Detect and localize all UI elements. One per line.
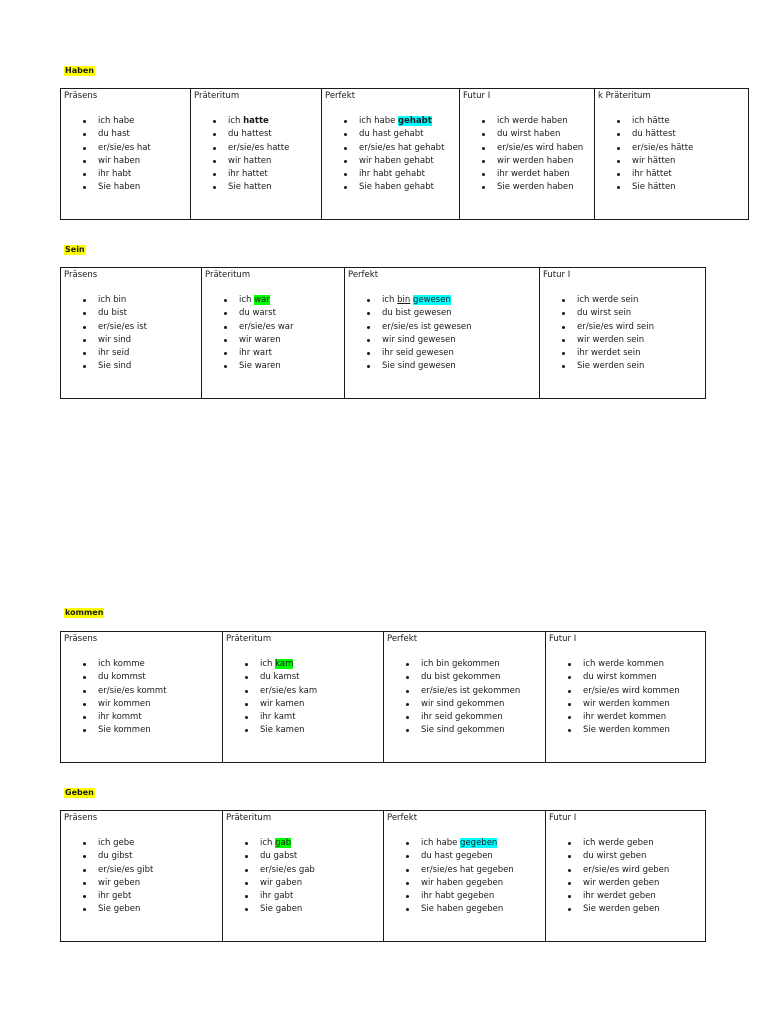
conjugation-text: gegeben — [460, 838, 498, 848]
conjugation-text: er/sie/es hat gegeben — [421, 864, 514, 875]
conjugation-text: ich bin — [98, 295, 127, 305]
conjugation-text: er/sie/es ist gewesen — [382, 321, 472, 332]
conjugation-text: du hast gehabt — [359, 129, 424, 140]
conjugation-text: du bist gewesen — [382, 308, 452, 319]
conjugation-text: ich hätte — [632, 116, 670, 126]
conjugation-item — [560, 321, 702, 334]
conjugation-item — [404, 698, 542, 711]
conjugation-text: Sie kamen — [260, 725, 305, 736]
conjugation-item — [342, 115, 456, 128]
conjugation-list — [348, 294, 536, 374]
verb-title-geben: Geben — [65, 788, 94, 797]
conjugation-item — [480, 128, 591, 141]
conjugation-item — [222, 360, 341, 373]
conjugation-text: er/sie/es ist gekommen — [421, 685, 521, 696]
conjugation-text: gehabt — [398, 116, 432, 126]
conjugation-item — [615, 115, 745, 128]
conjugation-item — [243, 724, 380, 737]
conjugation-item — [243, 864, 380, 877]
conjugation-item — [480, 181, 591, 194]
conjugation-text: ich — [382, 295, 398, 305]
conjugation-list — [387, 837, 542, 917]
conjugation-item — [81, 903, 219, 916]
tense-header: Präsens — [64, 270, 98, 280]
conjugation-text: er/sie/es war — [239, 321, 294, 332]
conjugation-text: er/sie/es wird sein — [577, 321, 654, 332]
conjugation-text: du wirst sein — [577, 308, 632, 319]
tense-header: Präteritum — [194, 91, 240, 101]
conjugation-item — [81, 181, 187, 194]
conjugation-text: er/sie/es wird kommen — [583, 685, 680, 696]
conjugation-item — [342, 128, 456, 141]
conjugation-item — [404, 837, 542, 850]
conjugation-text: gab — [275, 838, 292, 848]
conjugation-item — [615, 155, 745, 168]
conjugation-text: ich komme — [98, 659, 145, 669]
conjugation-item — [560, 294, 702, 307]
conjugation-text: du wirst haben — [497, 129, 561, 140]
conjugation-item — [243, 877, 380, 890]
conjugation-item — [615, 128, 745, 141]
tense-header: Futur I — [549, 634, 577, 644]
conjugation-text: du bist — [98, 308, 128, 319]
conjugation-text: Sie geben — [98, 904, 141, 915]
conjugation-item — [404, 903, 542, 916]
conjugation-item — [566, 711, 702, 724]
conjugation-text: kam — [275, 659, 294, 669]
conjugation-item — [243, 658, 380, 671]
tense-header: Präteritum — [226, 634, 272, 644]
conjugation-item — [81, 890, 219, 903]
conjugation-item — [566, 685, 702, 698]
conjugation-text: ich habe — [98, 116, 135, 126]
conjugation-text: du wirst kommen — [583, 672, 657, 683]
conjugation-item — [365, 347, 536, 360]
conjugation-item — [222, 294, 341, 307]
conjugation-item — [615, 142, 745, 155]
conjugation-text: wir werden geben — [583, 877, 660, 888]
conjugation-item — [81, 155, 187, 168]
conjugation-item — [211, 115, 318, 128]
conjugation-item — [404, 877, 542, 890]
conjugation-list — [226, 837, 380, 917]
conjugation-text: wir haben gehabt — [359, 155, 434, 166]
tense-column — [191, 89, 322, 220]
conjugation-item — [566, 864, 702, 877]
conjugation-list — [64, 294, 198, 374]
conjugation-table-sein — [60, 267, 706, 399]
conjugation-text: er/sie/es hätte — [632, 142, 694, 153]
conjugation-item — [81, 168, 187, 181]
tense-header: Präsens — [64, 91, 98, 101]
conjugation-list — [64, 658, 219, 738]
conjugation-text: du bist gekommen — [421, 672, 501, 683]
conjugation-item — [566, 877, 702, 890]
verb-title-haben: Haben — [65, 66, 94, 75]
conjugation-item — [81, 347, 198, 360]
conjugation-item — [81, 115, 187, 128]
conjugation-text: ihr werdet sein — [577, 348, 641, 359]
conjugation-item — [222, 321, 341, 334]
tense-header: Perfekt — [387, 634, 418, 644]
conjugation-text: ihr gabt — [260, 891, 294, 902]
verb-title-kommen: kommen — [65, 608, 104, 617]
conjugation-text: ich gebe — [98, 838, 135, 848]
conjugation-item — [566, 698, 702, 711]
conjugation-item — [81, 837, 219, 850]
conjugation-text: wir werden kommen — [583, 698, 670, 709]
tense-header: Präsens — [64, 634, 98, 644]
conjugation-text: ihr habt gegeben — [421, 891, 495, 902]
conjugation-text: ich werde geben — [583, 838, 654, 848]
conjugation-text: er/sie/es gibt — [98, 864, 154, 875]
conjugation-item — [81, 334, 198, 347]
conjugation-text: Sie haben gehabt — [359, 182, 434, 193]
conjugation-list — [205, 294, 341, 374]
conjugation-list — [598, 115, 745, 195]
conjugation-item — [566, 903, 702, 916]
conjugation-text: Sie werden kommen — [583, 725, 670, 736]
conjugation-text: du hattest — [228, 129, 272, 140]
conjugation-text: er/sie/es wird geben — [583, 864, 670, 875]
conjugation-item — [560, 307, 702, 320]
conjugation-item — [211, 128, 318, 141]
conjugation-text: Sie waren — [239, 361, 281, 372]
tense-header: Futur I — [549, 813, 577, 823]
conjugation-text: wir werden haben — [497, 155, 574, 166]
conjugation-text: Sie hatten — [228, 182, 272, 193]
tense-column — [595, 89, 749, 220]
conjugation-item — [81, 671, 219, 684]
conjugation-text: ich habe — [359, 116, 399, 126]
conjugation-item — [81, 294, 198, 307]
conjugation-text: er/sie/es kommt — [98, 685, 167, 696]
conjugation-item — [243, 671, 380, 684]
conjugation-text: du kommst — [98, 672, 146, 683]
conjugation-text: du wirst geben — [583, 851, 647, 862]
conjugation-item — [615, 181, 745, 194]
conjugation-item — [211, 142, 318, 155]
conjugation-text: ich habe — [421, 838, 461, 848]
conjugation-item — [404, 658, 542, 671]
conjugation-item — [342, 181, 456, 194]
conjugation-text: gewesen — [412, 295, 451, 305]
tense-column — [540, 268, 706, 399]
conjugation-text: Sie haben gegeben — [421, 904, 504, 915]
conjugation-item — [404, 711, 542, 724]
tense-column — [384, 811, 546, 942]
conjugation-list — [387, 658, 542, 738]
conjugation-item — [342, 155, 456, 168]
conjugation-text: Sie sind — [98, 361, 132, 372]
conjugation-item — [480, 115, 591, 128]
tense-header: Perfekt — [387, 813, 418, 823]
conjugation-text: du hast — [98, 129, 130, 140]
conjugation-item — [404, 890, 542, 903]
conjugation-text: er/sie/es kam — [260, 685, 318, 696]
conjugation-text: ihr seid — [98, 348, 130, 359]
conjugation-text: ihr kamt — [260, 712, 296, 723]
conjugation-item — [365, 321, 536, 334]
tense-column — [61, 268, 202, 399]
conjugation-text: hatte — [243, 116, 269, 126]
conjugation-text: Sie haben — [98, 182, 141, 193]
conjugation-item — [560, 360, 702, 373]
conjugation-item — [365, 294, 536, 307]
conjugation-text: er/sie/es hatte — [228, 142, 290, 153]
conjugation-item — [81, 658, 219, 671]
conjugation-item — [243, 850, 380, 863]
conjugation-text: wir kamen — [260, 698, 305, 709]
conjugation-text: ihr werdet haben — [497, 169, 570, 180]
conjugation-item — [81, 724, 219, 737]
conjugation-item — [211, 168, 318, 181]
conjugation-item — [243, 711, 380, 724]
conjugation-text: er/sie/es wird haben — [497, 142, 584, 153]
conjugation-item — [480, 155, 591, 168]
conjugation-text: ihr werdet kommen — [583, 712, 667, 723]
conjugation-text: Sie sind gekommen — [421, 725, 505, 736]
conjugation-table-kommen — [60, 631, 706, 763]
conjugation-text: wir sind gewesen — [382, 334, 456, 345]
tense-column — [345, 268, 540, 399]
conjugation-text: wir werden sein — [577, 334, 645, 345]
conjugation-item — [81, 711, 219, 724]
conjugation-text: Sie sind gewesen — [382, 361, 456, 372]
conjugation-item — [81, 877, 219, 890]
conjugation-text: ihr gebt — [98, 891, 132, 902]
conjugation-list — [64, 837, 219, 917]
conjugation-list — [463, 115, 591, 195]
conjugation-table-geben — [60, 810, 706, 942]
conjugation-text: er/sie/es ist — [98, 321, 147, 332]
tense-column — [223, 811, 384, 942]
conjugation-text: ihr seid gekommen — [421, 712, 503, 723]
conjugation-item — [615, 168, 745, 181]
tense-column — [546, 811, 706, 942]
conjugation-item — [566, 837, 702, 850]
conjugation-text: wir sind gekommen — [421, 698, 505, 709]
conjugation-text: ihr werdet geben — [583, 891, 656, 902]
conjugation-text: ich werde haben — [497, 116, 568, 126]
conjugation-text: ich — [260, 838, 276, 848]
conjugation-item — [480, 168, 591, 181]
tense-column — [223, 632, 384, 763]
conjugation-item — [81, 307, 198, 320]
conjugation-item — [365, 334, 536, 347]
conjugation-item — [480, 142, 591, 155]
conjugation-item — [243, 698, 380, 711]
conjugation-text: ihr wart — [239, 348, 272, 359]
conjugation-item — [342, 142, 456, 155]
conjugation-text: Sie gaben — [260, 904, 303, 915]
conjugation-text: wir hatten — [228, 155, 272, 166]
conjugation-text: wir haben gegeben — [421, 877, 504, 888]
conjugation-item — [566, 850, 702, 863]
conjugation-text: ihr kommt — [98, 712, 142, 723]
conjugation-text: ihr seid gewesen — [382, 348, 454, 359]
tense-column — [61, 89, 191, 220]
conjugation-item — [243, 685, 380, 698]
conjugation-text: Sie werden haben — [497, 182, 574, 193]
conjugation-list — [549, 658, 702, 738]
conjugation-item — [560, 347, 702, 360]
conjugation-text: er/sie/es hat gehabt — [359, 142, 445, 153]
conjugation-item — [211, 181, 318, 194]
conjugation-item — [243, 903, 380, 916]
conjugation-item — [222, 307, 341, 320]
conjugation-item — [243, 890, 380, 903]
tense-header: k Präteritum — [598, 91, 651, 101]
conjugation-item — [81, 850, 219, 863]
conjugation-item — [566, 671, 702, 684]
conjugation-text: wir gaben — [260, 877, 303, 888]
verb-title-sein: Sein — [65, 245, 85, 254]
conjugation-text: wir kommen — [98, 698, 151, 709]
conjugation-item — [404, 685, 542, 698]
conjugation-item — [222, 347, 341, 360]
conjugation-item — [81, 128, 187, 141]
conjugation-table-haben — [60, 88, 749, 220]
tense-header: Futur I — [463, 91, 491, 101]
conjugation-item — [560, 334, 702, 347]
conjugation-item — [81, 360, 198, 373]
conjugation-item — [81, 685, 219, 698]
conjugation-text: Sie werden sein — [577, 361, 645, 372]
conjugation-list — [543, 294, 702, 374]
conjugation-item — [404, 864, 542, 877]
conjugation-list — [549, 837, 702, 917]
conjugation-item — [222, 334, 341, 347]
conjugation-text: du gabst — [260, 851, 298, 862]
conjugation-text: du gibst — [98, 851, 133, 862]
tense-column — [460, 89, 595, 220]
tense-column — [61, 811, 223, 942]
conjugation-text: du warst — [239, 308, 276, 319]
conjugation-text: ich — [228, 116, 244, 126]
tense-column — [546, 632, 706, 763]
conjugation-text: ihr hattet — [228, 169, 268, 180]
conjugation-text: Sie hätten — [632, 182, 676, 193]
conjugation-item — [404, 671, 542, 684]
tense-header: Futur I — [543, 270, 571, 280]
conjugation-text: wir waren — [239, 334, 281, 345]
conjugation-item — [81, 321, 198, 334]
conjugation-text: ich werde sein — [577, 295, 639, 305]
conjugation-item — [342, 168, 456, 181]
conjugation-item — [211, 155, 318, 168]
conjugation-item — [81, 698, 219, 711]
conjugation-text: ich bin gekommen — [421, 659, 500, 669]
tense-header: Perfekt — [325, 91, 356, 101]
conjugation-text: ich — [239, 295, 255, 305]
conjugation-item — [365, 360, 536, 373]
conjugation-text: wir hätten — [632, 155, 676, 166]
conjugation-item — [81, 142, 187, 155]
tense-header: Präsens — [64, 813, 98, 823]
conjugation-text: Sie kommen — [98, 725, 151, 736]
tense-header: Präteritum — [205, 270, 251, 280]
conjugation-list — [194, 115, 318, 195]
conjugation-text: ihr habt gehabt — [359, 169, 425, 180]
conjugation-text: war — [254, 295, 270, 305]
conjugation-item — [81, 864, 219, 877]
conjugation-text: wir haben — [98, 155, 141, 166]
conjugation-text: ich werde kommen — [583, 659, 664, 669]
conjugation-list — [325, 115, 456, 195]
conjugation-text: wir sind — [98, 334, 132, 345]
conjugation-text: ich — [260, 659, 276, 669]
tense-header: Perfekt — [348, 270, 379, 280]
conjugation-text: Sie werden geben — [583, 904, 660, 915]
conjugation-item — [566, 658, 702, 671]
tense-column — [202, 268, 345, 399]
conjugation-item — [404, 850, 542, 863]
conjugation-list — [64, 115, 187, 195]
conjugation-item — [404, 724, 542, 737]
tense-column — [322, 89, 460, 220]
conjugation-text: du hast gegeben — [421, 851, 493, 862]
conjugation-text: er/sie/es gab — [260, 864, 315, 875]
conjugation-text: wir geben — [98, 877, 141, 888]
conjugation-list — [226, 658, 380, 738]
conjugation-item — [566, 724, 702, 737]
conjugation-item — [365, 307, 536, 320]
conjugation-item — [566, 890, 702, 903]
conjugation-text: bin — [397, 295, 411, 305]
conjugation-text: ihr hättet — [632, 169, 672, 180]
conjugation-text: du hättest — [632, 129, 676, 140]
conjugation-text: ihr habt — [98, 169, 132, 180]
conjugation-text: du kamst — [260, 672, 300, 683]
tense-column — [384, 632, 546, 763]
conjugation-text: er/sie/es hat — [98, 142, 151, 153]
conjugation-item — [243, 837, 380, 850]
tense-header: Präteritum — [226, 813, 272, 823]
tense-column — [61, 632, 223, 763]
